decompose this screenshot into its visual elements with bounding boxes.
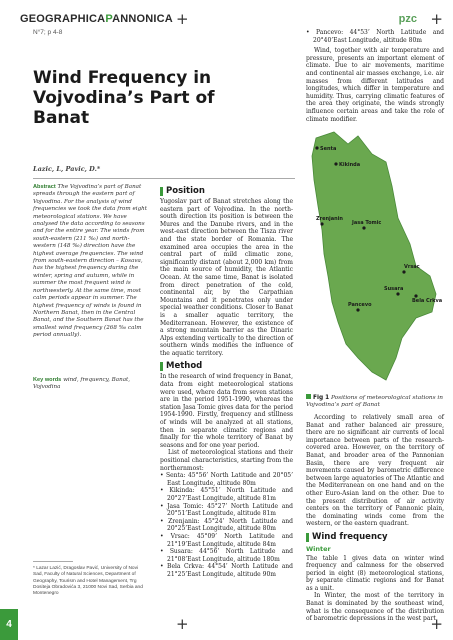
- list-item: • Susara: 44°56’ North Latitude and 21°08’East Longitude, altitude 180m: [160, 548, 293, 563]
- station-label: Vrsac: [404, 264, 420, 270]
- journal-logo: GEOGRAPHICAPANNONICA: [20, 13, 173, 25]
- subsection-heading-winter: Winter: [306, 544, 331, 553]
- divider: [33, 178, 295, 179]
- list-item: • Kikinda: 45°51’ North Latitude and 20°27’East Longitude, altitude 81m: [160, 487, 293, 502]
- winter-text-2: In Winter, the most of the territory in Banat is dominated by the southeast wind, what is the consequence of the distribution of barometric depressions in the west part: [306, 592, 444, 623]
- section-heading-position: Position: [160, 187, 293, 196]
- list-item: • Senta: 45°56’ North Latitude and 20°05’ East Longitude, altitude 80m: [160, 472, 293, 487]
- station-dot: [402, 270, 405, 273]
- author-footnote: * Lazar Lazić, Dragoslav Pavić, University of Novi Sad, Faculty of Natural Sciences, Department of Geography, Tourism and Hotel Management, Trg Dositeja Obradovića 3, 21000 Novi Sad, Serbia and Montenegro: [33, 566, 143, 597]
- right-column-top: [306, 29, 444, 123]
- authors: Lazic, L, Pavic, D.*: [33, 165, 101, 173]
- station-label: Kikinda: [339, 162, 361, 168]
- station-label: Bela Crkva: [412, 298, 443, 304]
- middle-column: [160, 182, 293, 579]
- section-heading-wind-frequency: Wind frequency: [306, 533, 444, 542]
- station-list: [160, 472, 293, 578]
- banat-station-map: [306, 126, 444, 388]
- registration-mark-icon: +: [176, 615, 189, 633]
- list-item: • Vrsac: 45°09’ North Latitude and 21°19’East Longitude, altitude 84m: [160, 533, 293, 548]
- station-dot: [396, 292, 399, 295]
- station-dot: [334, 162, 337, 165]
- registration-mark-icon: +: [176, 10, 189, 28]
- registration-mark-icon: +: [430, 10, 443, 28]
- method-text-2: List of meteorological stations and their positional characteristics, starting from the northernmost:: [160, 449, 293, 472]
- keywords: [33, 377, 147, 392]
- issue-info: N°7; p 4-8: [33, 29, 63, 36]
- abstract: [33, 184, 147, 340]
- station-dot: [315, 146, 318, 149]
- caption-marker-icon: [306, 394, 311, 399]
- list-item: • Pancevo: 44°53’ North Latitude and 20°40’East Longitude, altitude 80m: [306, 29, 444, 44]
- abstract-label: Abstract: [33, 184, 56, 190]
- registration-mark-icon: +: [430, 615, 443, 633]
- position-text: Yugoslav part of Banat stretches along the eastern part of Vojvodina. In the north-south direction its position is between the Mures and the Danube rivers, and in the west-east direction between the Tisza river and the state border of Romania. The examined area occupies the area in the central part of mild climatic zone, significantly distant (about 2,000 km) from the main source of humidity, the Atlantic Ocean. At the same time, Banat is isolated from direct penetration of the cold, continental air, by the Carpathian Mountains and it penetrates only under special weather conditions. Closer to Banat is a smaller aquatic territory, the Mediterranean. However, the existence of a strong mountain barrier as the Dinaric Alps extending vertically to the direction of southern winds modifies the influence of the aquatic territory.: [160, 198, 293, 357]
- pressure-text: According to relatively small area of Banat and rather balanced air pressure, there are no significant air currents of local importance between parts of the research-covered area. However, on the territory of Banat, and broader area of the Pannonian Basin, there are very frequent air movements caused by barometric difference between large aquatories of The Atlantic and the Mediterranean on one hand and on the other Euro-Asian land on the other. Due to the present distribution of air activity centers on the territory of Pannonic plain, the dominating winds come from the western, or the eastern quadrant.: [306, 414, 444, 528]
- method-text-1: In the research of wind frequency in Banat, data from eight meteorological stations were used, where data from seven stations are in the period 1951-1990, whereas the station Jasa Tomic gives data for the period 1954-1990. Firstly, frequency and stillness of winds will be analyzed at all stations, then in separate climatic regions and finally for the whole territory of Banat by seasons and for one year period.: [160, 373, 293, 449]
- station-label: Pancevo: [348, 302, 372, 308]
- station-dot: [356, 308, 359, 311]
- figure-caption: Fig 1 Positions of meteorological stations in Vojvodina’s part of Banat: [306, 395, 444, 409]
- list-item: • Jasa Tomic: 45°27’ North Latitude and 20°51’East Longitude, altitude 81m: [160, 503, 293, 518]
- journal-code: pzc: [398, 13, 417, 25]
- right-column-bottom: [306, 414, 444, 623]
- wind-intro-text: Wind, together with air temperature and pressure, presents an important element of climate. Due to air movements, maritime and continental air masses exchange, i.e. air masses from different latitudes and longitudes, which differ in temperature and humidity. Thus, carrying climatic features of the area they originate, the winds strongly influence certain areas and take the role of climate modifier.: [306, 47, 444, 123]
- logo-p-mark: P: [105, 13, 113, 25]
- station-label: Jasa Tomic: [352, 220, 382, 226]
- footnote-divider: [33, 561, 73, 562]
- section-heading-method: Method: [160, 362, 293, 371]
- keywords-text: wind, frequency, Banat, Vojvodina: [33, 377, 131, 391]
- keywords-label: Key words: [33, 377, 62, 383]
- banat-region-shape: [312, 132, 436, 380]
- list-item: • Zrenjanin: 45°24’ North Latitude and 20°25’East Longitude, altitude 80m: [160, 518, 293, 533]
- station-label: Senta: [320, 146, 337, 152]
- article-title: Wind Frequency in Vojvodina’s Part of Banat: [33, 68, 215, 128]
- station-dot: [362, 226, 365, 229]
- station-label: Susara: [384, 286, 404, 292]
- list-item: • Bela Crkva: 44°54’ North Latitude and 21°25’East Longitude, altitude 90m: [160, 563, 293, 578]
- station-dot: [320, 222, 323, 225]
- winter-text-1: The table 1 gives data on winter wind frequency and calmness for the observed period in eight (8) meteorological stations, by separate climatic regions and for Banat as a unit.: [306, 554, 444, 592]
- station-label: Zrenjanin: [316, 216, 343, 222]
- page-number: 4: [0, 609, 18, 640]
- abstract-text: The Vojvodina’s part of Banat spreads through the eastern part of Vojvodina. For the analysis of wind frequencies we took the data from eight meteorological stations. We have analysed the data according to seasons and for the entire year. The winds from south-eastern (211 ‰) and north-western (148 ‰) direction have the highest average frequencies. The wind from south-eastern direction – Kosava, has the highest frequency during the winter, spring and autumn, while in summer the most frequent wind is northwesterly. At the same time, most calm periods appear in summer. The highest frequency of winds is found in Northern Banat, then in the Central Banat, and the Southern Banat has the smallest wind frequency (268 ‰ calm period annually).: [33, 184, 147, 339]
